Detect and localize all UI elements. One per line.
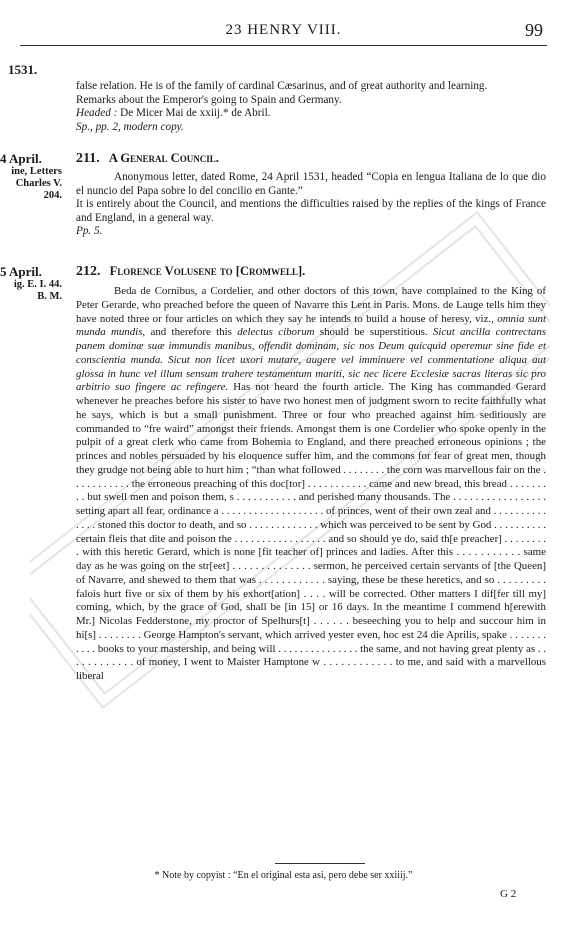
- entry-211-source: Pp. 5.: [76, 225, 103, 238]
- entry-211-heading: [76, 151, 219, 167]
- header-rule: [20, 45, 547, 46]
- page-number: 99: [525, 20, 543, 40]
- headed-text: De Micer Mai de xxiij.* de Abril.: [117, 107, 271, 120]
- continuation-text: false relation. He is of the family of cardinal Cæsarinus, and of great authority and learning.: [76, 80, 488, 92]
- entry-212-reference: ig. E. I. 44. B. M.: [13, 279, 62, 302]
- headed-line: [76, 107, 546, 121]
- entry-211-title: A General Council.: [108, 151, 219, 165]
- entry-211-para-2: It is entirely about the Council, and mentions the difficulties raised by the replies of the kings of France and England, in a general way.: [76, 198, 546, 224]
- source-note: Sp., pp. 2, modern copy.: [76, 120, 184, 133]
- entry-211-reference: ine, Letters Charles V. 204.: [11, 166, 62, 201]
- entry-211-para-1: Anonymous letter, dated Rome, 24 April 1531, headed “Copia en lengua Italiana de lo que dio el nuncio del Papa sobre lo del concilio en Gante.”: [76, 171, 546, 197]
- entry-212-letter: [76, 285, 546, 684]
- margin-year: 1531.: [8, 62, 38, 77]
- entry-212-number: 212.: [76, 264, 101, 279]
- page-header-title: 23 HENRY VIII.: [225, 22, 342, 38]
- entry-212-body: [76, 285, 546, 684]
- footnote-rule: [275, 863, 365, 864]
- signature-mark: G 2: [500, 888, 517, 900]
- entry-continuation: [76, 80, 546, 134]
- entry-212-date: 5 April.: [0, 264, 42, 279]
- headed-label: Headed :: [76, 107, 118, 120]
- entry-212-heading: [76, 264, 305, 280]
- letter-latin-1: omnia sunt munda mundis,: [76, 312, 547, 339]
- letter-latin-3: Sicut ancilla contrectans panem dominæ suæ immundis manibus, offendit dominam, sic nos Deum quicquid operemur sine fide et conscientia munda. Sicut non licet uxori mutare, augere vel imminuere vel commentatione aliqua aut glossa in hunc vel illum sensum trahere testamentum mariti, sic nec licere Ecclesiæ sacras literas sic pro arbitrio suo fingere ac refingere.: [76, 326, 547, 394]
- letter-text-2: and therefore this: [145, 326, 238, 339]
- letter-latin-2: delectus ciborum: [237, 326, 315, 339]
- letter-text-1: Beda de Cornibus, a Cordelier, and other doctors of this town, have complained to the King of Peter Gerarde, who preached before the queen of Navarre this Lent in Paris. Mons. de Lauge tells him they have noted three or four articles on which they say he intends to build a house of heresy, viz.,: [76, 285, 546, 325]
- entry-212-title: Florence Volusene to [Cromwell].: [109, 264, 306, 278]
- entry-211-body: [76, 171, 546, 239]
- entry-211-date: 4 April.: [0, 151, 42, 166]
- letter-text-4: Has not heard the fourth article. The King has commanded Gerard whenever he preaches before his sister to have two honest men of judgment sworn to recite faithfully what he says, which is but a small punishment. Three or four who preached against him seditiously are commanded to “fre waird” amongst their friends. Amongst them is one Cordelier who spoke openly in the pulpit of a great clerk who came from Bohemia to England, and there preached erroneous opinions ; the princes and nobles persuaded by his eloquence suffer him, and the commons for fear of great men, though they grudge not being able to hurt him ; “than what followed . . . . . . . . the corn was marvellous fair on the . . . . . . . . . . . the erroneous preaching of this doc[tor] . . . . . . . . . . . came and new bread, this bread . . . . . . . . . but swell men and poison them, s . . . . . . . . . . . and perished many thousands. The . . . . . . . . . . . . . . . . . setting apart all fear, ordinance a . . . . . . . . . . . . . . . . . . . of princes, went of their own zeal and . . . . . . . . . . . . . . stoned this doctor to death, and so . . . . . . . . . . . . . which was perceived to be sent by God . . . . . . . . . . certain fleis that dite and poison the . . . . . . . . . . . . . . . . . and so should ye do, said th[e preacher] . . . . . . . . . with this heretic Gerard, which is none [fit teacher of] princes and ladies. After this . . . . . . . . . . . same day as he was going on the str[eet] . . . . . . . . . . . . . . sermon, he perceived certain servants of [the Queen] of Navarre, and shewed to them that was . . . . . . . . . . . . saying, these be these heretics, and so . . . . . . . . . falois hurt five or six of them by his exhort[ation] . . . . will be corrected. Other matters I dif[fer till my] coming, which, by the grace of God, shall be [in 15] or 16 days. In the meantime I commend h[erewith Mr.] Nicolas Fedderstone, my proctor of Spelhurs[t] . . . . . . beseeching you to help and succour him in hi[s] . . . . . . . . George Hampton's servant, which arrived yester even, hoc est 24 die Aprilis, spake . . . . . . . . . . . books to your mastership, and being will . . . . . . . . . . . . . . . the same, and not having great plenty as . . . . . . . . . . . . of money, I went to Maister Hamptone w . . . . . . . . . . . . to me, and said with a marvellous liberal: [76, 381, 546, 682]
- entry-211-number: 211.: [76, 151, 100, 166]
- letter-text-3: should be superstitious.: [314, 326, 433, 339]
- footnote: * Note by copyist : “En el original esta asi, pero debe ser xxiiij.”: [154, 870, 413, 881]
- continuation-remarks: Remarks about the Emperor's going to Spain and Germany.: [76, 93, 342, 106]
